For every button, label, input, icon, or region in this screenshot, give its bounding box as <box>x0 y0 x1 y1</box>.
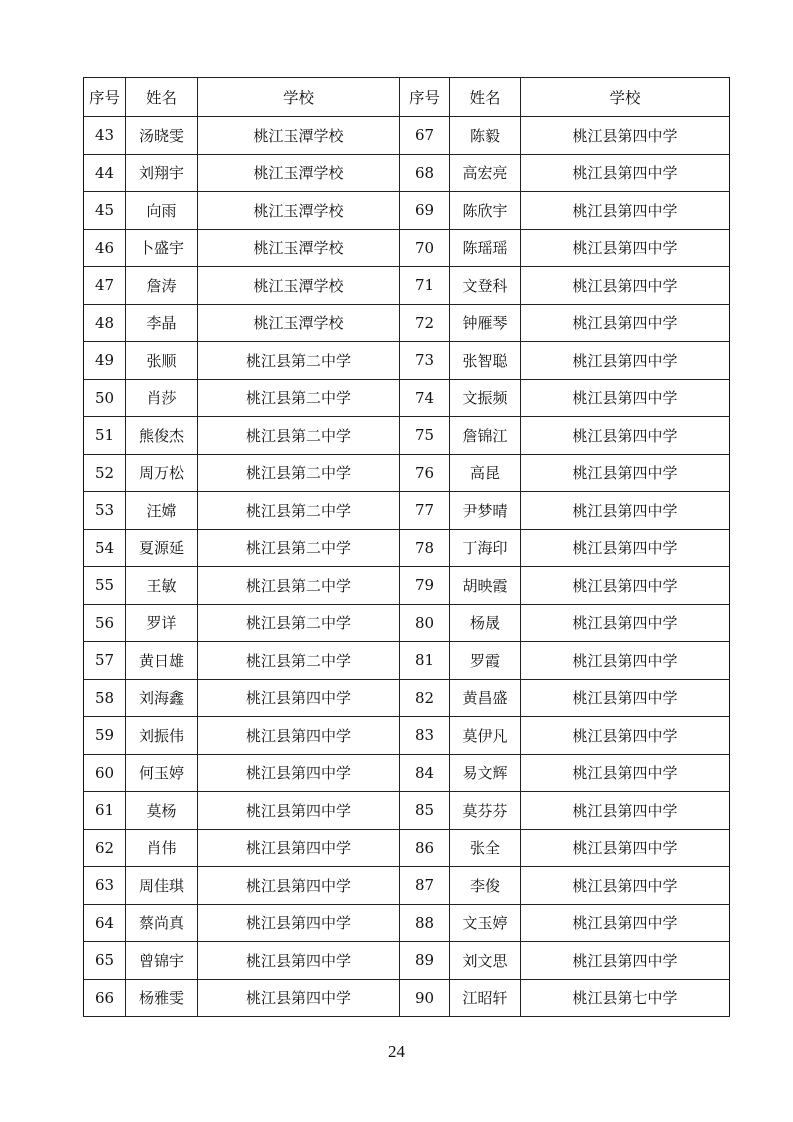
cell-name-left: 曾锦宇 <box>126 942 198 980</box>
cell-index-right: 88 <box>400 904 450 942</box>
table-row <box>84 754 730 792</box>
cell-index-left: 58 <box>84 679 126 717</box>
cell-index-right: 81 <box>400 642 450 680</box>
cell-index-left: 61 <box>84 792 126 830</box>
cell-name-right: 张智聪 <box>450 342 521 380</box>
cell-name-left: 卜盛宇 <box>126 229 198 267</box>
cell-school-right: 桃江县第四中学 <box>521 942 730 980</box>
cell-school-right: 桃江县第四中学 <box>521 717 730 755</box>
cell-index-right: 86 <box>400 829 450 867</box>
cell-index-right: 84 <box>400 754 450 792</box>
cell-school-right: 桃江县第四中学 <box>521 117 730 155</box>
cell-name-left: 詹涛 <box>126 267 198 305</box>
cell-school-right: 桃江县第四中学 <box>521 754 730 792</box>
cell-name-right: 尹梦晴 <box>450 492 521 530</box>
cell-index-left: 50 <box>84 379 126 417</box>
cell-school-right: 桃江县第四中学 <box>521 529 730 567</box>
cell-name-right: 丁海印 <box>450 529 521 567</box>
cell-name-right: 莫芬芬 <box>450 792 521 830</box>
cell-index-right: 73 <box>400 342 450 380</box>
cell-index-left: 62 <box>84 829 126 867</box>
cell-school-left: 桃江县第二中学 <box>198 454 400 492</box>
cell-index-right: 68 <box>400 154 450 192</box>
cell-name-left: 肖伟 <box>126 829 198 867</box>
cell-school-left: 桃江县第四中学 <box>198 679 400 717</box>
cell-index-right: 71 <box>400 267 450 305</box>
cell-school-right: 桃江县第四中学 <box>521 417 730 455</box>
cell-name-right: 罗霞 <box>450 642 521 680</box>
cell-school-right: 桃江县第四中学 <box>521 192 730 230</box>
cell-name-left: 杨雅雯 <box>126 979 198 1017</box>
cell-index-left: 47 <box>84 267 126 305</box>
cell-index-left: 55 <box>84 567 126 605</box>
cell-index-right: 90 <box>400 979 450 1017</box>
cell-school-right: 桃江县第四中学 <box>521 642 730 680</box>
cell-school-left: 桃江玉潭学校 <box>198 154 400 192</box>
cell-index-left: 57 <box>84 642 126 680</box>
cell-name-left: 罗详 <box>126 604 198 642</box>
cell-name-left: 刘振伟 <box>126 717 198 755</box>
cell-name-right: 文登科 <box>450 267 521 305</box>
cell-school-left: 桃江县第四中学 <box>198 717 400 755</box>
cell-school-left: 桃江县第四中学 <box>198 904 400 942</box>
cell-school-right: 桃江县第四中学 <box>521 679 730 717</box>
cell-name-left: 蔡尚真 <box>126 904 198 942</box>
cell-name-left: 向雨 <box>126 192 198 230</box>
cell-name-right: 詹锦江 <box>450 417 521 455</box>
cell-index-right: 72 <box>400 304 450 342</box>
table-row <box>84 267 730 305</box>
cell-school-right: 桃江县第四中学 <box>521 304 730 342</box>
cell-index-left: 48 <box>84 304 126 342</box>
table-body <box>84 117 730 1017</box>
cell-school-right: 桃江县第四中学 <box>521 154 730 192</box>
cell-index-left: 51 <box>84 417 126 455</box>
page-number: 24 <box>388 1042 405 1061</box>
cell-school-left: 桃江玉潭学校 <box>198 267 400 305</box>
cell-index-right: 85 <box>400 792 450 830</box>
cell-name-right: 高宏亮 <box>450 154 521 192</box>
cell-name-right: 李俊 <box>450 867 521 905</box>
cell-index-right: 78 <box>400 529 450 567</box>
table-row <box>84 154 730 192</box>
cell-index-left: 60 <box>84 754 126 792</box>
table-row <box>84 192 730 230</box>
table-row <box>84 454 730 492</box>
cell-index-right: 80 <box>400 604 450 642</box>
cell-school-left: 桃江县第二中学 <box>198 567 400 605</box>
header-name-right: 姓名 <box>450 78 521 117</box>
header-school-right: 学校 <box>521 78 730 117</box>
cell-index-left: 59 <box>84 717 126 755</box>
cell-index-right: 79 <box>400 567 450 605</box>
table-row <box>84 417 730 455</box>
cell-index-right: 76 <box>400 454 450 492</box>
cell-index-right: 67 <box>400 117 450 155</box>
table-row <box>84 529 730 567</box>
cell-name-left: 张顺 <box>126 342 198 380</box>
cell-name-right: 钟雁琴 <box>450 304 521 342</box>
cell-index-left: 63 <box>84 867 126 905</box>
cell-school-left: 桃江玉潭学校 <box>198 117 400 155</box>
cell-name-left: 王敏 <box>126 567 198 605</box>
cell-name-left: 何玉婷 <box>126 754 198 792</box>
cell-school-left: 桃江玉潭学校 <box>198 229 400 267</box>
cell-index-left: 53 <box>84 492 126 530</box>
cell-name-left: 周佳琪 <box>126 867 198 905</box>
cell-index-right: 69 <box>400 192 450 230</box>
table-row <box>84 679 730 717</box>
cell-name-right: 胡映霞 <box>450 567 521 605</box>
roster-table <box>83 77 730 1017</box>
cell-school-left: 桃江县第二中学 <box>198 417 400 455</box>
cell-school-left: 桃江县第二中学 <box>198 642 400 680</box>
table-row <box>84 604 730 642</box>
table-row <box>84 829 730 867</box>
table-row <box>84 379 730 417</box>
cell-name-left: 刘翔宇 <box>126 154 198 192</box>
table-row <box>84 792 730 830</box>
cell-name-right: 杨晟 <box>450 604 521 642</box>
cell-index-right: 82 <box>400 679 450 717</box>
cell-index-left: 66 <box>84 979 126 1017</box>
cell-school-left: 桃江县第二中学 <box>198 379 400 417</box>
cell-index-left: 43 <box>84 117 126 155</box>
table-row <box>84 229 730 267</box>
cell-index-left: 49 <box>84 342 126 380</box>
cell-name-right: 高昆 <box>450 454 521 492</box>
cell-index-left: 56 <box>84 604 126 642</box>
table-row <box>84 304 730 342</box>
cell-index-left: 54 <box>84 529 126 567</box>
cell-name-right: 张全 <box>450 829 521 867</box>
cell-name-left: 汪嫦 <box>126 492 198 530</box>
cell-name-right: 陈欣宇 <box>450 192 521 230</box>
cell-school-right: 桃江县第四中学 <box>521 792 730 830</box>
cell-index-right: 75 <box>400 417 450 455</box>
cell-index-right: 77 <box>400 492 450 530</box>
cell-school-right: 桃江县第四中学 <box>521 904 730 942</box>
cell-index-right: 70 <box>400 229 450 267</box>
cell-index-left: 46 <box>84 229 126 267</box>
cell-school-left: 桃江县第二中学 <box>198 492 400 530</box>
table-row <box>84 492 730 530</box>
cell-name-right: 文振频 <box>450 379 521 417</box>
table-row <box>84 717 730 755</box>
cell-index-right: 83 <box>400 717 450 755</box>
cell-school-left: 桃江县第四中学 <box>198 867 400 905</box>
cell-school-left: 桃江玉潭学校 <box>198 304 400 342</box>
table-header-row <box>84 78 730 117</box>
header-school-left: 学校 <box>198 78 400 117</box>
cell-index-left: 45 <box>84 192 126 230</box>
header-index-left: 序号 <box>84 78 126 117</box>
cell-school-left: 桃江县第四中学 <box>198 979 400 1017</box>
cell-school-right: 桃江县第四中学 <box>521 267 730 305</box>
cell-index-left: 44 <box>84 154 126 192</box>
cell-name-left: 李晶 <box>126 304 198 342</box>
cell-index-left: 64 <box>84 904 126 942</box>
cell-school-left: 桃江县第二中学 <box>198 604 400 642</box>
cell-name-right: 黄昌盛 <box>450 679 521 717</box>
cell-index-left: 65 <box>84 942 126 980</box>
cell-name-right: 江昭轩 <box>450 979 521 1017</box>
cell-school-right: 桃江县第七中学 <box>521 979 730 1017</box>
table-row <box>84 117 730 155</box>
cell-name-left: 汤晓雯 <box>126 117 198 155</box>
cell-name-left: 刘海鑫 <box>126 679 198 717</box>
cell-name-left: 熊俊杰 <box>126 417 198 455</box>
cell-name-right: 刘文思 <box>450 942 521 980</box>
cell-school-left: 桃江县第四中学 <box>198 792 400 830</box>
table-row <box>84 979 730 1017</box>
cell-school-right: 桃江县第四中学 <box>521 567 730 605</box>
table-row <box>84 942 730 980</box>
cell-school-right: 桃江县第四中学 <box>521 492 730 530</box>
table-row <box>84 904 730 942</box>
cell-index-left: 52 <box>84 454 126 492</box>
cell-school-left: 桃江县第二中学 <box>198 342 400 380</box>
cell-name-left: 黄日雄 <box>126 642 198 680</box>
cell-name-right: 文玉婷 <box>450 904 521 942</box>
cell-school-left: 桃江县第四中学 <box>198 754 400 792</box>
cell-school-right: 桃江县第四中学 <box>521 342 730 380</box>
table-row <box>84 567 730 605</box>
cell-name-right: 陈瑶瑶 <box>450 229 521 267</box>
table-row <box>84 642 730 680</box>
cell-school-right: 桃江县第四中学 <box>521 229 730 267</box>
cell-name-right: 易文辉 <box>450 754 521 792</box>
cell-name-left: 肖莎 <box>126 379 198 417</box>
cell-name-left: 莫杨 <box>126 792 198 830</box>
header-index-right: 序号 <box>400 78 450 117</box>
cell-index-right: 74 <box>400 379 450 417</box>
cell-school-left: 桃江玉潭学校 <box>198 192 400 230</box>
table-row <box>84 342 730 380</box>
cell-name-right: 陈毅 <box>450 117 521 155</box>
cell-school-right: 桃江县第四中学 <box>521 867 730 905</box>
cell-school-left: 桃江县第四中学 <box>198 829 400 867</box>
cell-school-right: 桃江县第四中学 <box>521 379 730 417</box>
cell-index-right: 89 <box>400 942 450 980</box>
cell-school-right: 桃江县第四中学 <box>521 454 730 492</box>
table-row <box>84 867 730 905</box>
cell-school-right: 桃江县第四中学 <box>521 829 730 867</box>
cell-school-right: 桃江县第四中学 <box>521 604 730 642</box>
cell-school-left: 桃江县第四中学 <box>198 942 400 980</box>
cell-name-left: 夏源延 <box>126 529 198 567</box>
cell-name-right: 莫伊凡 <box>450 717 521 755</box>
header-name-left: 姓名 <box>126 78 198 117</box>
cell-name-left: 周万松 <box>126 454 198 492</box>
cell-school-left: 桃江县第二中学 <box>198 529 400 567</box>
cell-index-right: 87 <box>400 867 450 905</box>
roster-sheet <box>83 77 729 1017</box>
